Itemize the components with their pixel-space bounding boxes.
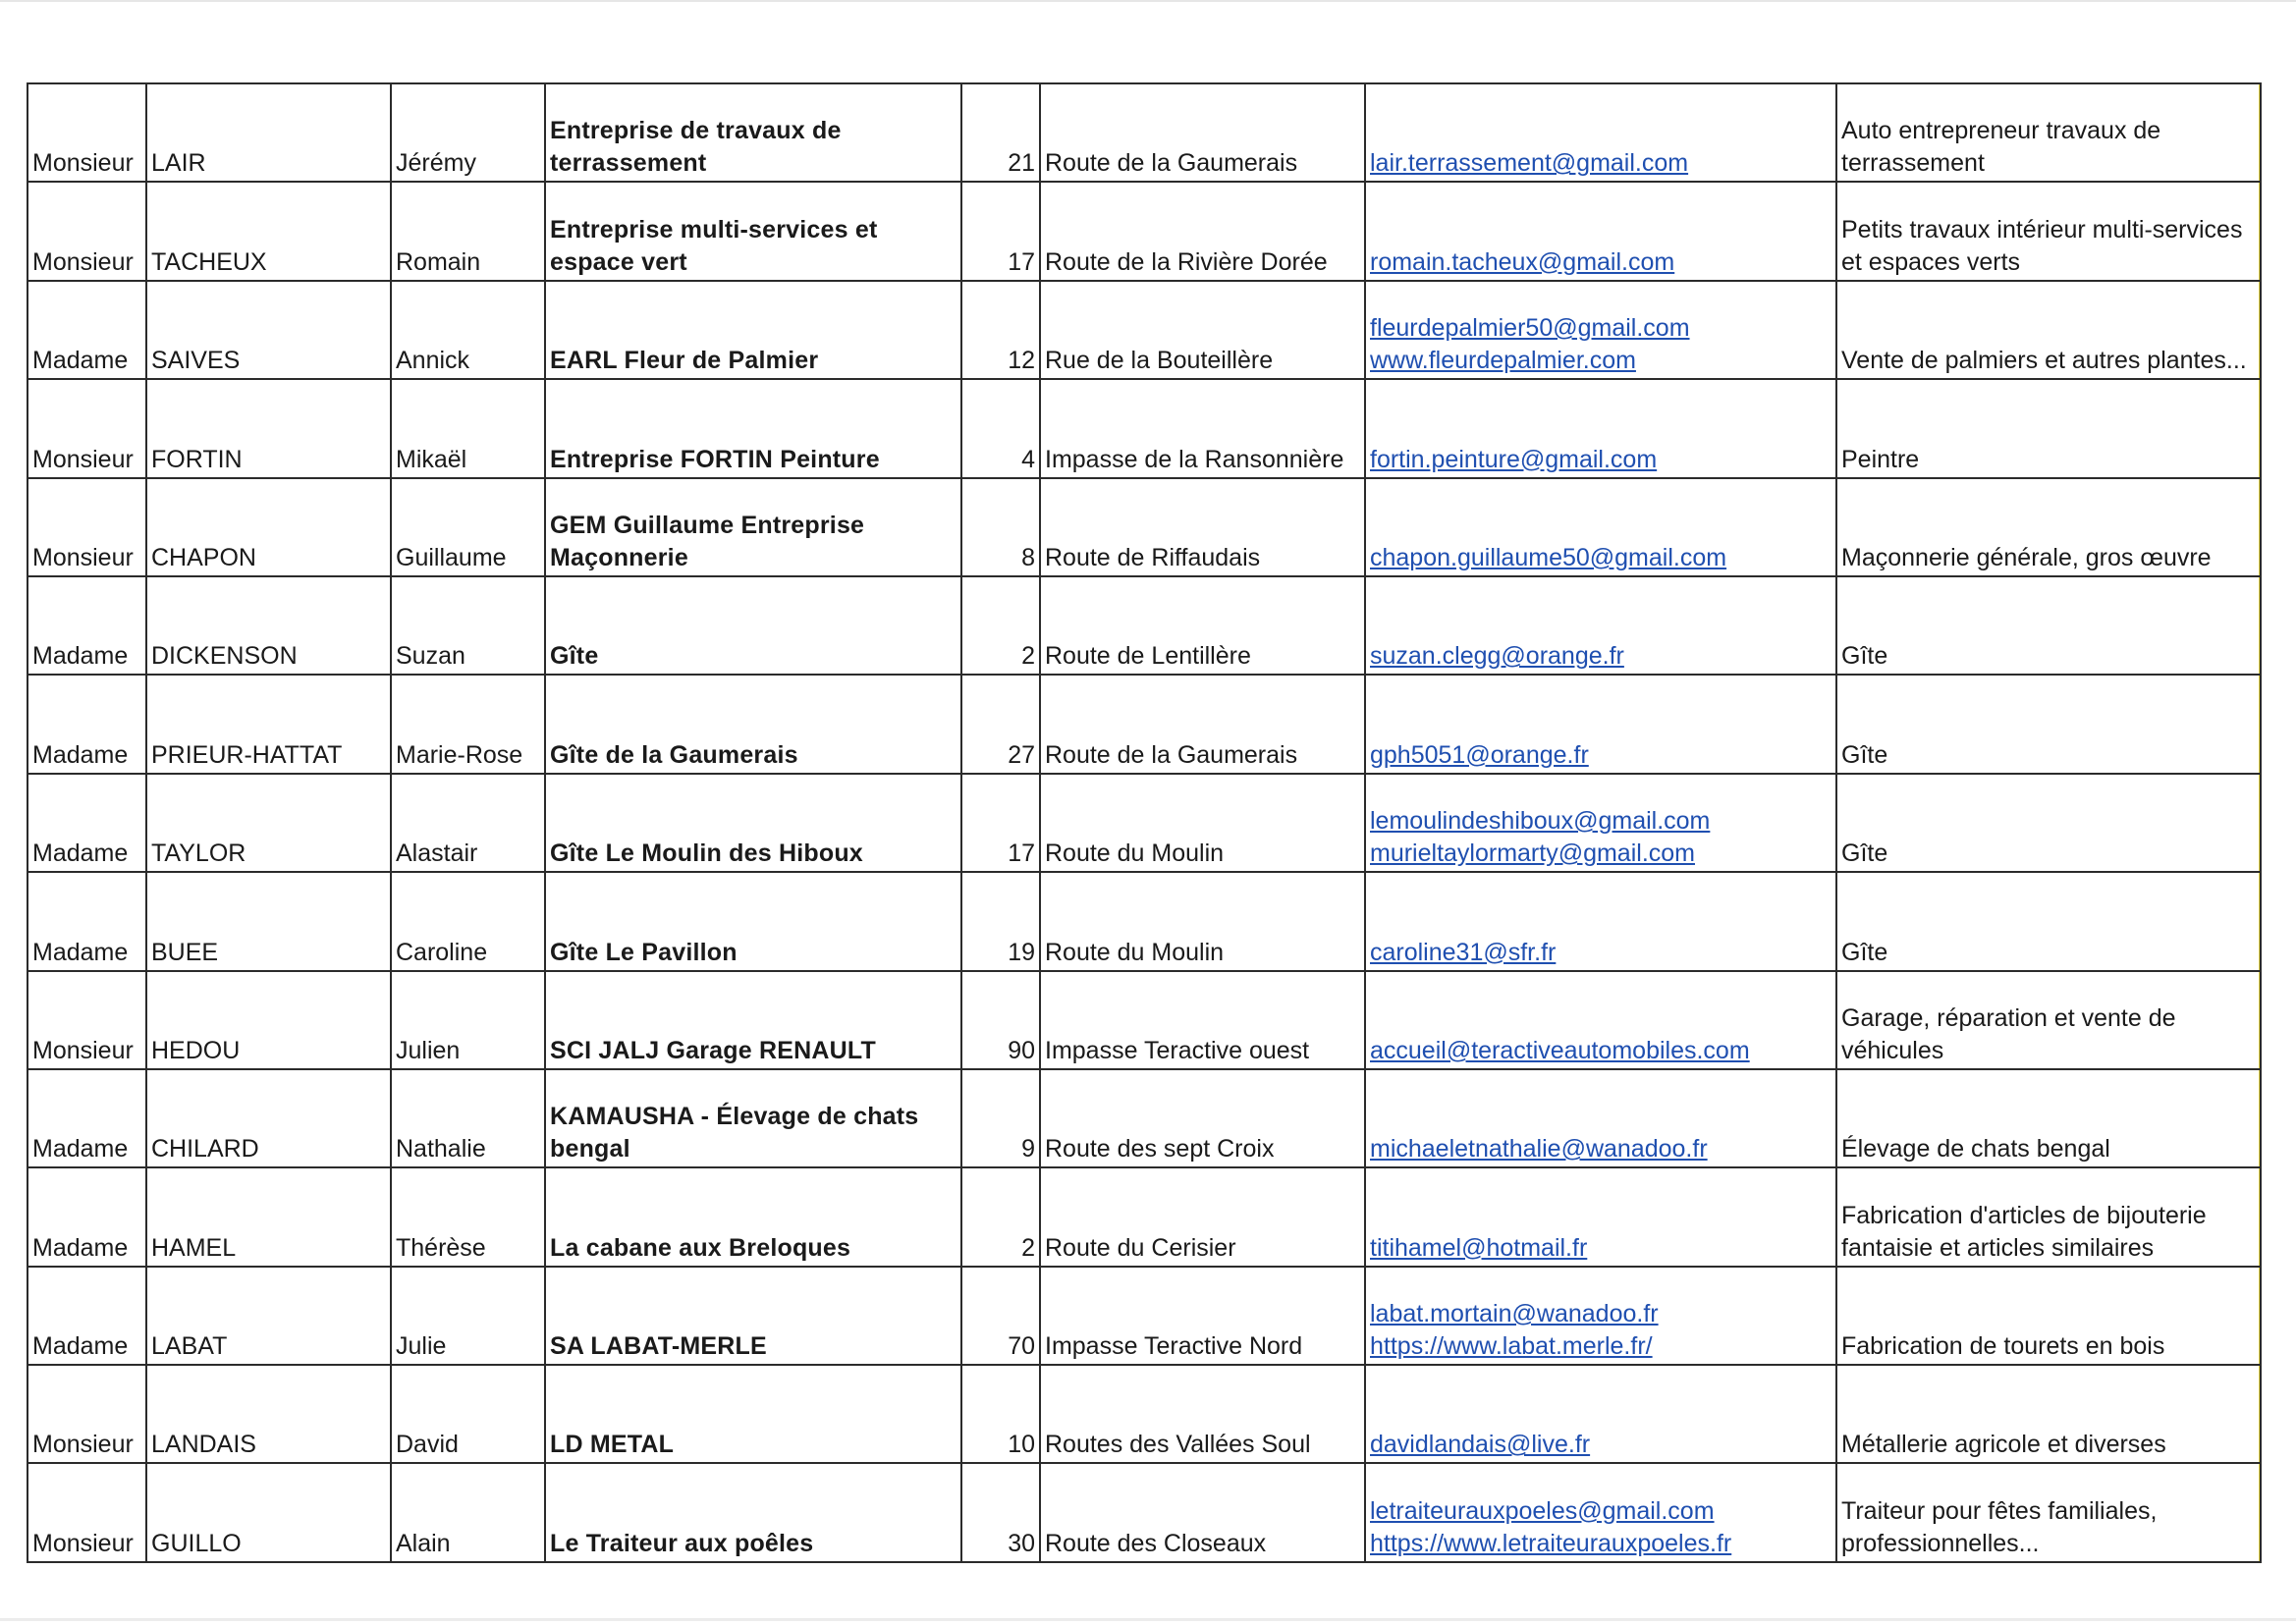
prenom-cell: Julie [391,1267,545,1365]
contact-link[interactable]: letraiteurauxpoeles@gmail.com [1370,1497,1715,1525]
contact-link[interactable]: https://www.labat.merle.fr/ [1370,1332,1653,1361]
prenom-cell: Mikaël [391,379,545,477]
activite-cell: Gîte [1836,872,2261,970]
contact-link[interactable]: suzan.clegg@orange.fr [1370,642,1624,671]
table-row [27,872,2261,970]
contact-cell [1365,1167,1836,1266]
nom-cell: BUEE [146,872,391,970]
organisation-cell: Gîte de la Gaumerais [545,675,961,773]
contact-link[interactable]: michaeletnathalie@wanadoo.fr [1370,1135,1708,1164]
table-row [27,182,2261,280]
contact-link[interactable]: fortin.peinture@gmail.com [1370,445,1658,473]
prenom-cell: Nathalie [391,1069,545,1167]
voie-cell: Route de la Gaumerais [1040,675,1365,773]
activite-cell: Élevage de chats bengal [1836,1069,2261,1167]
numero-cell: 17 [961,774,1040,872]
directory-table [27,82,2262,1563]
activite-cell: Traiteur pour fêtes familiales, professionnelles... [1836,1463,2261,1562]
nom-cell: LAIR [146,83,391,182]
organisation-cell: Gîte [545,576,961,675]
contact-cell [1365,1463,1836,1562]
contact-cell [1365,1069,1836,1167]
table-row [27,1167,2261,1266]
prenom-cell: Jérémy [391,83,545,182]
contact-cell [1365,1267,1836,1365]
civilite-cell: Monsieur [27,478,146,576]
nom-cell: CHILARD [146,1069,391,1167]
prenom-cell: Marie-Rose [391,675,545,773]
nom-cell: DICKENSON [146,576,391,675]
civilite-cell: Madame [27,774,146,872]
numero-cell: 90 [961,971,1040,1069]
contact-cell [1365,1365,1836,1463]
contact-cell [1365,281,1836,379]
contact-link[interactable]: fleurdepalmier50@gmail.com [1370,314,1690,343]
prenom-cell: Annick [391,281,545,379]
civilite-cell: Madame [27,872,146,970]
voie-cell: Rue de la Bouteillère [1040,281,1365,379]
numero-cell: 12 [961,281,1040,379]
organisation-cell: SA LABAT-MERLE [545,1267,961,1365]
civilite-cell: Madame [27,675,146,773]
organisation-cell: La cabane aux Breloques [545,1167,961,1266]
numero-cell: 9 [961,1069,1040,1167]
table-row [27,1365,2261,1463]
contact-link[interactable]: chapon.guillaume50@gmail.com [1370,543,1727,571]
activite-cell: Vente de palmiers et autres plantes... [1836,281,2261,379]
contact-link[interactable]: titihamel@hotmail.fr [1370,1233,1588,1262]
nom-cell: LABAT [146,1267,391,1365]
prenom-cell: Caroline [391,872,545,970]
numero-cell: 4 [961,379,1040,477]
activite-cell: Auto entrepreneur travaux de terrassement [1836,83,2261,182]
prenom-cell: Guillaume [391,478,545,576]
contact-link[interactable]: gph5051@orange.fr [1370,740,1589,769]
contact-cell [1365,675,1836,773]
numero-cell: 17 [961,182,1040,280]
organisation-cell: Gîte Le Moulin des Hiboux [545,774,961,872]
table-row [27,83,2261,182]
prenom-cell: Julien [391,971,545,1069]
civilite-cell: Monsieur [27,971,146,1069]
numero-cell: 21 [961,83,1040,182]
voie-cell: Route du Moulin [1040,774,1365,872]
voie-cell: Route des sept Croix [1040,1069,1365,1167]
nom-cell: TAYLOR [146,774,391,872]
scan-edge-bottom [0,1618,2296,1621]
contact-cell [1365,478,1836,576]
contact-link[interactable]: www.fleurdepalmier.com [1370,347,1636,375]
contact-cell [1365,379,1836,477]
table-row [27,281,2261,379]
contact-link[interactable]: lemoulindeshiboux@gmail.com [1370,807,1711,836]
nom-cell: GUILLO [146,1463,391,1562]
contact-link[interactable]: murieltaylormarty@gmail.com [1370,839,1695,868]
numero-cell: 2 [961,1167,1040,1266]
prenom-cell: Romain [391,182,545,280]
contact-cell [1365,576,1836,675]
voie-cell: Route des Closeaux [1040,1463,1365,1562]
activite-cell: Maçonnerie générale, gros œuvre [1836,478,2261,576]
nom-cell: FORTIN [146,379,391,477]
contact-link[interactable]: davidlandais@live.fr [1370,1431,1591,1459]
table-row [27,774,2261,872]
voie-cell: Route de Riffaudais [1040,478,1365,576]
organisation-cell: Entreprise FORTIN Peinture [545,379,961,477]
activite-cell: Petits travaux intérieur multi-services et espaces verts [1836,182,2261,280]
table-row [27,478,2261,576]
civilite-cell: Madame [27,281,146,379]
voie-cell: Route du Cerisier [1040,1167,1365,1266]
contact-cell [1365,182,1836,280]
contact-link[interactable]: labat.mortain@wanadoo.fr [1370,1300,1659,1328]
table-row [27,1069,2261,1167]
table-row [27,1463,2261,1562]
voie-cell: Route de la Gaumerais [1040,83,1365,182]
numero-cell: 30 [961,1463,1040,1562]
prenom-cell: Alastair [391,774,545,872]
numero-cell: 8 [961,478,1040,576]
numero-cell: 19 [961,872,1040,970]
voie-cell: Impasse Teractive ouest [1040,971,1365,1069]
voie-cell: Route de la Rivière Dorée [1040,182,1365,280]
table-row [27,1267,2261,1365]
civilite-cell: Monsieur [27,379,146,477]
numero-cell: 2 [961,576,1040,675]
numero-cell: 10 [961,1365,1040,1463]
civilite-cell: Madame [27,1167,146,1266]
civilite-cell: Monsieur [27,182,146,280]
contact-cell [1365,83,1836,182]
activite-cell: Gîte [1836,675,2261,773]
organisation-cell: Entreprise de travaux de terrassement [545,83,961,182]
voie-cell: Routes des Vallées Soul [1040,1365,1365,1463]
voie-cell: Route du Moulin [1040,872,1365,970]
numero-cell: 27 [961,675,1040,773]
prenom-cell: Thérèse [391,1167,545,1266]
activite-cell: Peintre [1836,379,2261,477]
table-row [27,971,2261,1069]
voie-cell: Impasse de la Ransonnière [1040,379,1365,477]
contact-cell [1365,872,1836,970]
table-row [27,379,2261,477]
activite-cell: Fabrication de tourets en bois [1836,1267,2261,1365]
scan-edge-top [0,0,2296,2]
activite-cell: Gîte [1836,774,2261,872]
organisation-cell: GEM Guillaume Entreprise Maçonnerie [545,478,961,576]
civilite-cell: Monsieur [27,1365,146,1463]
activite-cell: Gîte [1836,576,2261,675]
civilite-cell: Madame [27,1267,146,1365]
organisation-cell: LD METAL [545,1365,961,1463]
civilite-cell: Madame [27,576,146,675]
voie-cell: Impasse Teractive Nord [1040,1267,1365,1365]
contact-cell [1365,971,1836,1069]
civilite-cell: Madame [27,1069,146,1167]
organisation-cell: KAMAUSHA - Élevage de chats bengal [545,1069,961,1167]
civilite-cell: Monsieur [27,83,146,182]
organisation-cell: Le Traiteur aux poêles [545,1463,961,1562]
activite-cell: Fabrication d'articles de bijouterie fantaisie et articles similaires [1836,1167,2261,1266]
directory-body [27,83,2261,1562]
nom-cell: LANDAIS [146,1365,391,1463]
contact-link[interactable]: accueil@teractiveautomobiles.com [1370,1036,1750,1064]
organisation-cell: EARL Fleur de Palmier [545,281,961,379]
civilite-cell: Monsieur [27,1463,146,1562]
prenom-cell: David [391,1365,545,1463]
activite-cell: Garage, réparation et vente de véhicules [1836,971,2261,1069]
numero-cell: 70 [961,1267,1040,1365]
contact-link[interactable]: romain.tacheux@gmail.com [1370,247,1675,276]
nom-cell: TACHEUX [146,182,391,280]
voie-cell: Route de Lentillère [1040,576,1365,675]
table-row [27,576,2261,675]
prenom-cell: Suzan [391,576,545,675]
nom-cell: HEDOU [146,971,391,1069]
organisation-cell: Gîte Le Pavillon [545,872,961,970]
table-row [27,675,2261,773]
nom-cell: CHAPON [146,478,391,576]
organisation-cell: SCI JALJ Garage RENAULT [545,971,961,1069]
nom-cell: SAIVES [146,281,391,379]
contact-cell [1365,774,1836,872]
nom-cell: HAMEL [146,1167,391,1266]
activite-cell: Métallerie agricole et diverses [1836,1365,2261,1463]
contact-link[interactable]: https://www.letraiteurauxpoeles.fr [1370,1530,1732,1557]
nom-cell: PRIEUR-HATTAT [146,675,391,773]
contact-link[interactable]: lair.terrassement@gmail.com [1370,149,1689,178]
contact-link[interactable]: caroline31@sfr.fr [1370,938,1557,966]
prenom-cell: Alain [391,1463,545,1562]
organisation-cell: Entreprise multi-services et espace vert [545,182,961,280]
